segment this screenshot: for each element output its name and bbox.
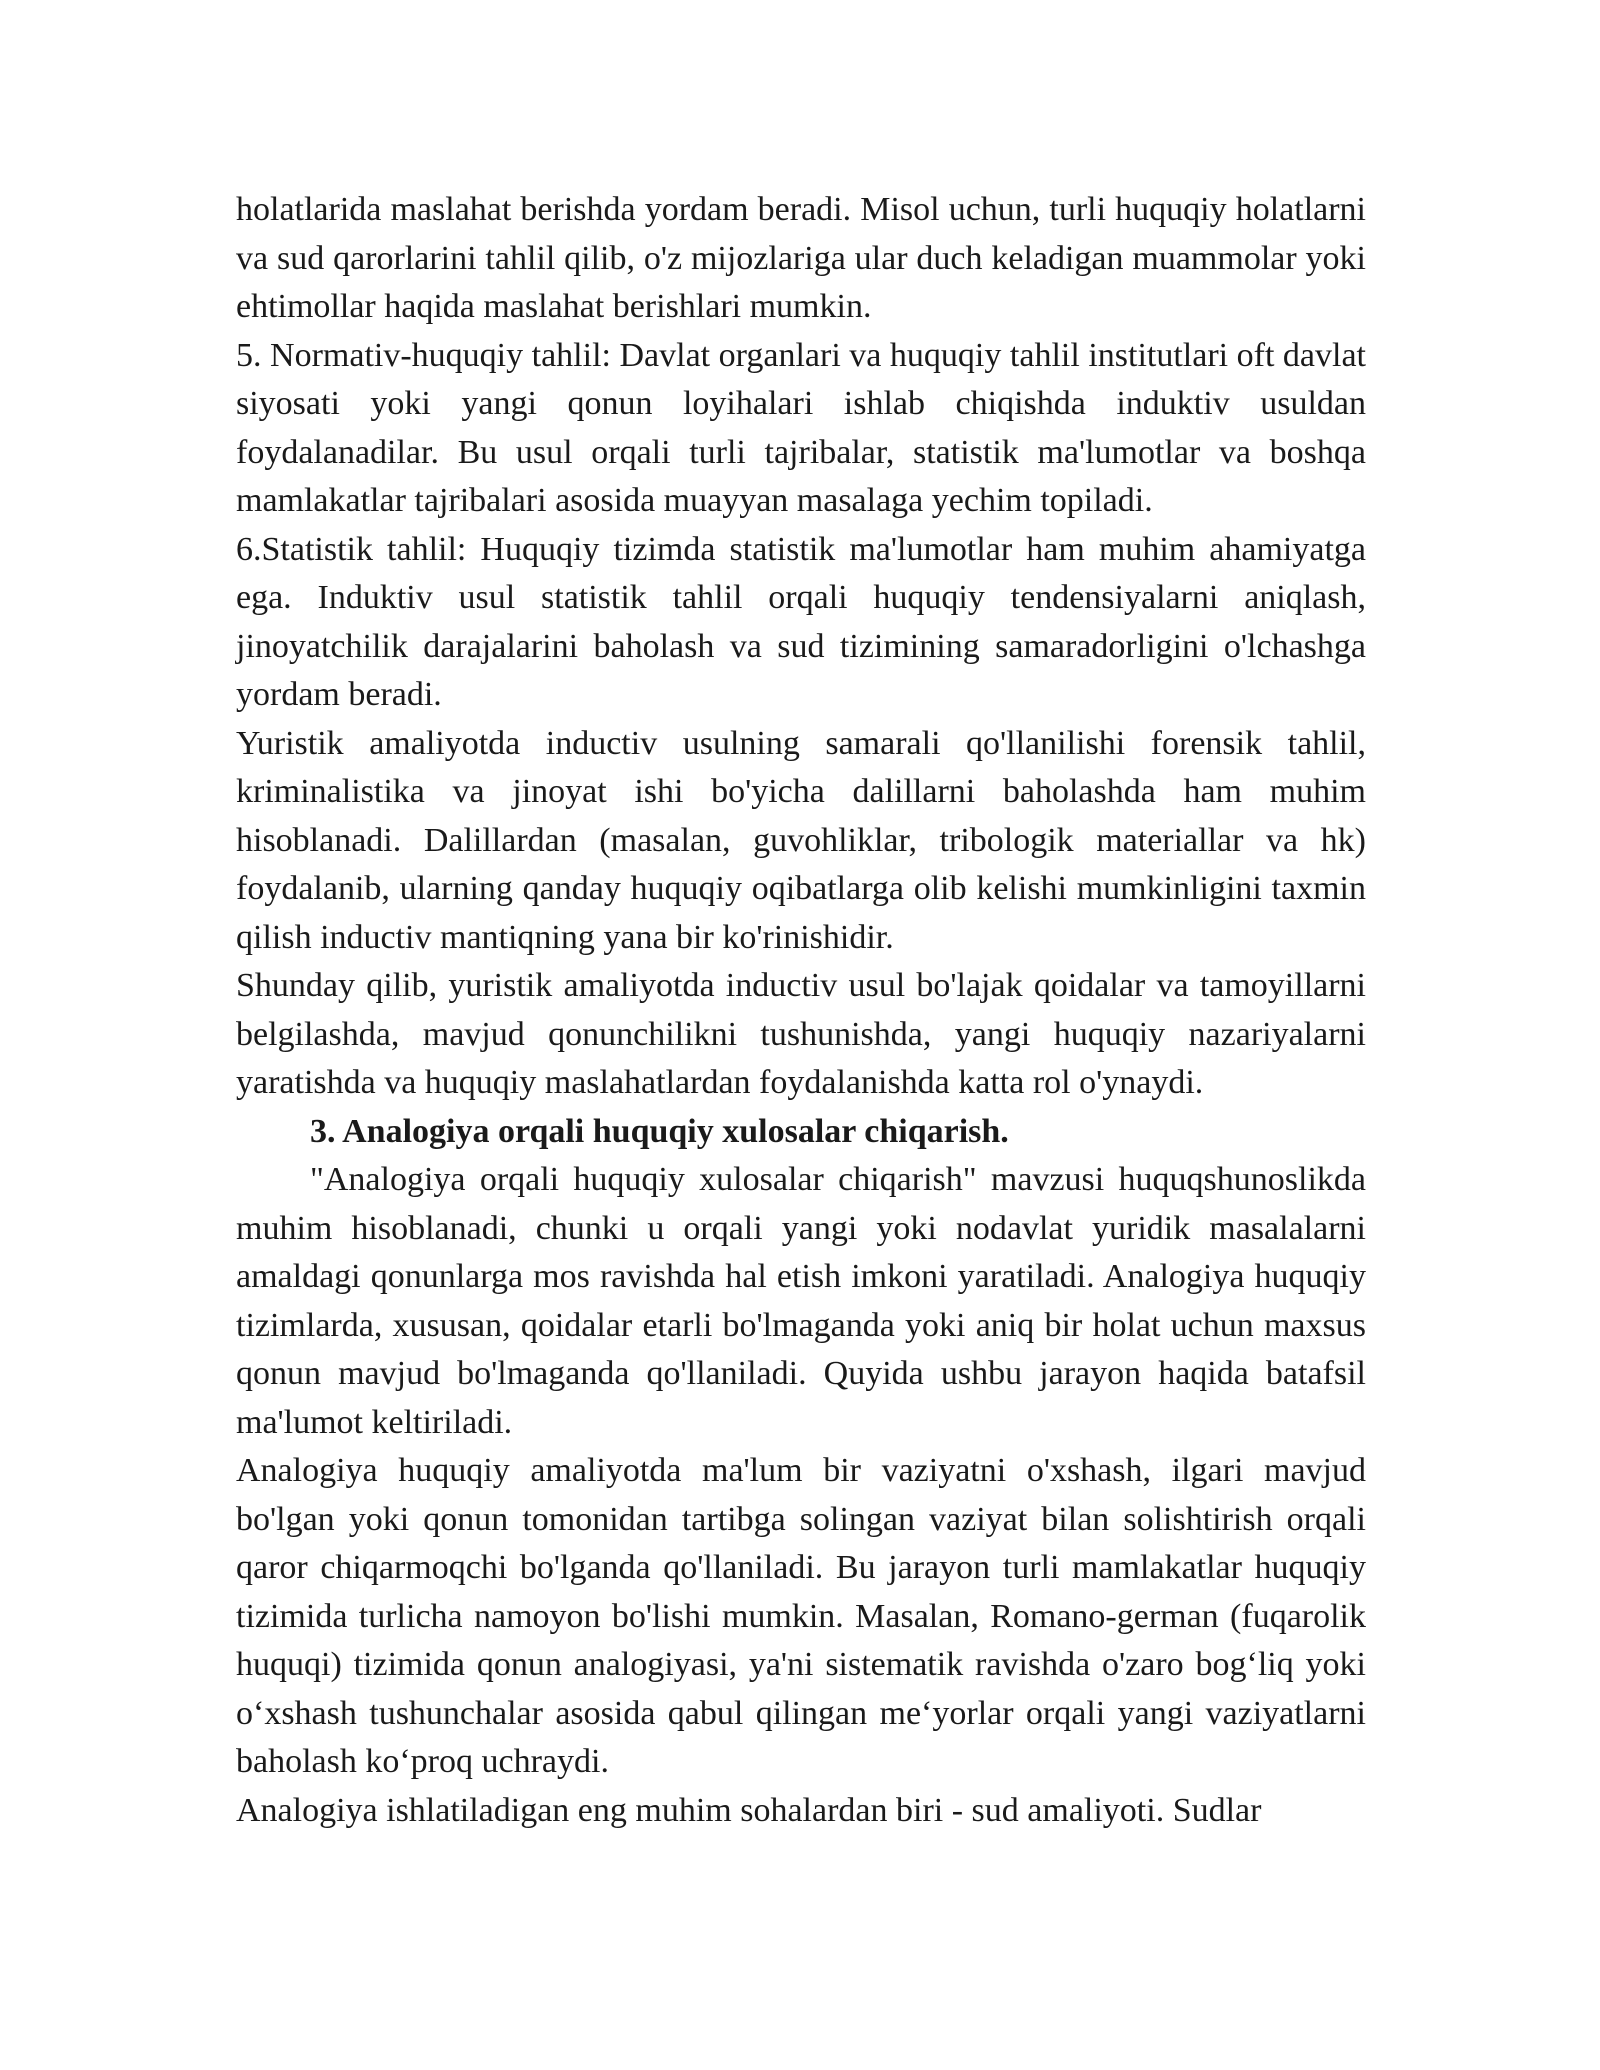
document-body <box>236 186 1366 1835</box>
paragraph: Yuristik amaliyotda inductiv usulning samarali qo'llanilishi forensik tahlil, kriminalistika va jinoyat ishi bo'yicha dalillarni baholashda ham muhim hisoblanadi. Dalillardan (masalan, guvohliklar, tribologik materiallar va hk) foydalanib, ularning qanday huquqiy oqibatlarga olib kelishi mumkinligini taxmin qilish inductiv mantiqning yana bir ko'rinishidir. <box>236 724 1366 956</box>
section-heading: 3. Analogiya orqali huquqiy xulosalar chiqarish. <box>310 1112 1009 1150</box>
paragraph-statistical-analysis: 6.Statistik tahlil: Huquqiy tizimda statistik ma'lumotlar ham muhim ahamiyatga ega. Induktiv usul statistik tahlil orqali huquqiy tendensiyalarni aniqlash, jinoyatchilik darajalarini baholash va sud tizimining samaradorligini o'lchashga yordam beradi. <box>236 530 1366 713</box>
paragraph-normative-analysis: 5. Normativ-huquqiy tahlil: Davlat organlari va huquqiy tahlil institutlari oft davlat siyosati yoki yangi qonun loyihalari ishlab chiqishda induktiv usuldan foydalanadilar. Bu usul orqali turli tajribalar, statistik ma'lumotlar va boshqa mamlakatlar tajribalari asosida muayyan masalaga yechim topiladi. <box>236 336 1366 519</box>
paragraph: holatlarida maslahat berishda yordam beradi. Misol uchun, turli huquqiy holatlarni va sud qarorlarini tahlil qilib, o'z mijozlariga ular duch keladigan muammolar yoki ehtimollar haqida maslahat berishlari mumkin. <box>236 191 1366 325</box>
paragraph: Analogiya huquqiy amaliyotda ma'lum bir vaziyatni o'xshash, ilgari mavjud bo'lgan yoki qonun tomonidan tartibga solingan vaziyat bilan solishtirish orqali qaror chiqarmoqchi bo'lganda qo'llaniladi. Bu jarayon turli mamlakatlar huquqiy tizimida turlicha namoyon bo'lishi mumkin. Masalan, Romano-german (fuqarolik huquqi) tizimida qonun analogiyasi, ya'ni sistematik ravishda o'zaro bog‘liq yoki o‘xshash tushunchalar asosida qabul qilingan me‘yorlar orqali yangi vaziyatlarni baholash ko‘proq uchraydi. <box>236 1452 1366 1780</box>
paragraph-conclusion: Shunday qilib, yuristik amaliyotda inductiv usul bo'lajak qoidalar va tamoyillarni belgilashda, mavjud qonunchilikni tushunishda, yangi huquqiy nazariyalarni yaratishda va huquqiy maslahatlardan foydalanishda katta rol o'ynaydi. <box>236 967 1366 1101</box>
paragraph: "Analogiya orqali huquqiy xulosalar chiqarish" mavzusi huquqshunoslikda muhim hisoblanadi, chunki u orqali yangi yoki nodavlat yuridik masalalarni amaldagi qonunlarga mos ravishda hal etish imkoni yaratiladi. Analogiya huquqiy tizimlarda, xususan, qoidalar etarli bo'lmaganda yoki aniq bir holat uchun maxsus qonun mavjud bo'lmaganda qo'llaniladi. Quyida ushbu jarayon haqida batafsil ma'lumot keltiriladi. <box>236 1161 1366 1441</box>
paragraph: Analogiya ishlatiladigan eng muhim sohalardan biri - sud amaliyoti. Sudlar <box>236 1791 1262 1829</box>
